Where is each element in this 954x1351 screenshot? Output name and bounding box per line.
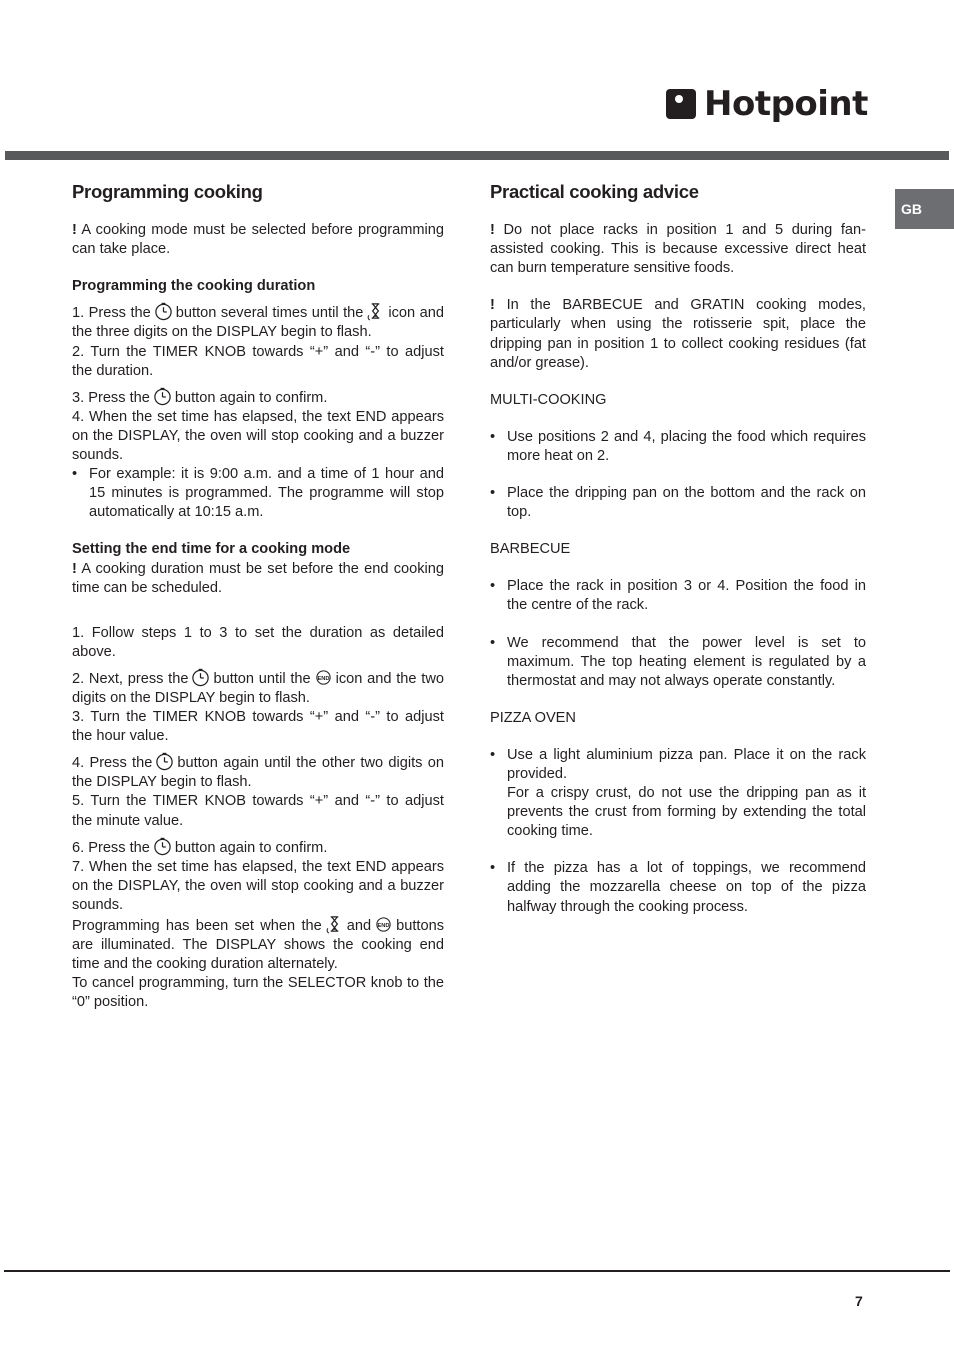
- hourglass-icon: [366, 302, 385, 321]
- end-icon: [314, 668, 333, 687]
- brand-logo-icon: [666, 89, 696, 119]
- intro-text: A cooking duration must be set before the end cooking time can be scheduled.: [72, 560, 445, 596]
- duration-step-4: 4. When the set time has elapsed, the text END appears on the DISPLAY, the oven will stop cooking and a buzzer sounds.: [72, 408, 444, 464]
- end-icon: [374, 915, 393, 934]
- warning-text: Do not place racks in position 1 and 5 during fan-assisted cooking. This is because excessive direct heat can burn temperature sensitive foods.: [490, 222, 866, 277]
- list-item: [490, 634, 866, 691]
- bullet-mark: •: [490, 860, 496, 877]
- step-text: 4. Press the: [72, 755, 153, 772]
- step-text: icon and the two digits on the DISPLAY begin to flash.: [72, 670, 444, 706]
- end-step-4: [72, 752, 444, 792]
- end-step-5: 5. Turn the TIMER KNOB towards “+” and “-” to adjust the minute value.: [72, 793, 444, 829]
- list-item: [490, 746, 866, 841]
- note-text: and: [346, 918, 372, 934]
- hourglass-icon: [325, 915, 344, 934]
- step-text: 2. Next, press the: [72, 670, 189, 687]
- list-item: [490, 859, 866, 916]
- rack-warning: [490, 221, 866, 278]
- right-column: [490, 182, 866, 917]
- intro-text: A cooking mode must be selected before programming can take place.: [72, 222, 445, 258]
- end-step-6: [72, 837, 444, 858]
- step-text: button again to confirm.: [174, 839, 328, 856]
- end-time-heading: Setting the end time for a cooking mode: [72, 541, 351, 558]
- step-text: 1. Press the: [72, 305, 151, 322]
- bullet-mark: •: [72, 466, 78, 483]
- clock-icon: [153, 387, 172, 406]
- duration-heading: Programming the cooking duration: [72, 278, 316, 295]
- bullet-mark: •: [490, 634, 496, 651]
- footer-rule: [4, 1270, 950, 1272]
- header-rule: [5, 151, 949, 160]
- programming-intro: [72, 221, 444, 259]
- example-bullet: [72, 465, 444, 522]
- step-text: button again until the other two digits on the DISPLAY begin to flash.: [72, 755, 444, 791]
- bullet-mark: •: [490, 746, 496, 763]
- step-text: 6. Press the: [72, 839, 150, 856]
- bullet-mark: •: [490, 485, 496, 502]
- note-text: buttons are illuminated. The DISPLAY shows the cooking end time and the cooking duration alternately.: [72, 918, 444, 973]
- bullet-text: Use positions 2 and 4, placing the food which requires more heat on 2.: [507, 428, 866, 464]
- warning-mark: !: [490, 222, 495, 239]
- bullet-body: [507, 746, 866, 841]
- programming-set-note: [72, 915, 444, 974]
- note-text: Programming has been set when the: [72, 918, 322, 934]
- list-item: [490, 484, 866, 522]
- warning-mark: !: [72, 560, 77, 577]
- brand-logo: [666, 84, 868, 124]
- example-text: For example: it is 9:00 a.m. and a time of 1 hour and 15 minutes is programmed. The programme will stop automatically at 10:15 a.m.: [89, 466, 444, 521]
- step-text: icon and the three digits on the DISPLAY begin to flash.: [72, 305, 444, 341]
- end-step-7: 7. When the set time has elapsed, the text END appears on the DISPLAY, the oven will stop cooking and a buzzer sounds.: [72, 858, 444, 913]
- bullet-mark: •: [490, 578, 496, 595]
- warning-mark: !: [72, 222, 77, 239]
- duration-step-2: 2. Turn the TIMER KNOB towards “+” and “-” to adjust the duration.: [72, 343, 444, 379]
- duration-step-1: [72, 302, 444, 342]
- left-column: [72, 182, 444, 1012]
- clock-icon: [155, 752, 174, 771]
- clock-icon: [154, 302, 173, 321]
- bullet-text: If the pizza has a lot of toppings, we recommend adding the mozzarella cheese on top of the pizza halfway through the cooking process.: [507, 860, 866, 915]
- barbecue-warning: [490, 296, 866, 372]
- clock-icon: [191, 668, 210, 687]
- step-text: button several times until the: [175, 305, 364, 322]
- bullet-text: We recommend that the power level is set to maximum. The top heating element is regulated by a thermostat and may not always operate constantly.: [507, 634, 866, 689]
- bullet-text: For a crispy crust, do not use the dripping pan as it prevents the crust from forming by extending the total cooking time.: [507, 785, 866, 840]
- step-text: 3. Press the: [72, 389, 150, 406]
- cancel-note: To cancel programming, turn the SELECTOR knob to the “0” position.: [72, 975, 444, 1011]
- barbecue-title: BARBECUE: [490, 541, 571, 558]
- brand-name: Hotpoint: [704, 84, 868, 124]
- end-step-3: 3. Turn the TIMER KNOB towards “+” and “-” to adjust the hour value.: [72, 709, 444, 745]
- list-item: [490, 577, 866, 615]
- clock-icon: [153, 837, 172, 856]
- end-step-1: 1. Follow steps 1 to 3 to set the duration as detailed above.: [72, 624, 444, 660]
- step-text: button again to confirm.: [174, 389, 328, 406]
- bullet-text: Use a light aluminium pizza pan. Place it on the rack provided.: [507, 746, 866, 782]
- bullet-mark: •: [490, 428, 496, 445]
- bullet-text: Place the dripping pan on the bottom and the rack on top.: [507, 485, 866, 521]
- page-number: 7: [855, 1293, 863, 1309]
- bullet-text: Place the rack in position 3 or 4. Position the food in the centre of the rack.: [507, 578, 866, 614]
- language-tab: GB: [895, 189, 954, 229]
- section-title-programming: Programming cooking: [72, 181, 263, 202]
- end-time-intro: [72, 560, 444, 598]
- duration-step-3: [72, 387, 444, 408]
- end-step-2: [72, 668, 444, 708]
- section-title-advice: Practical cooking advice: [490, 181, 699, 202]
- step-text: button until the: [213, 670, 311, 687]
- warning-mark: !: [490, 297, 495, 314]
- warning-text: In the BARBECUE and GRATIN cooking modes, particularly when using the rotisserie spit, place the dripping pan in position 1 to collect cooking residues (fat and/or grease).: [490, 297, 866, 371]
- pizza-oven-title: PIZZA OVEN: [490, 709, 576, 726]
- list-item: [490, 428, 866, 466]
- multi-cooking-title: MULTI-COOKING: [490, 391, 607, 408]
